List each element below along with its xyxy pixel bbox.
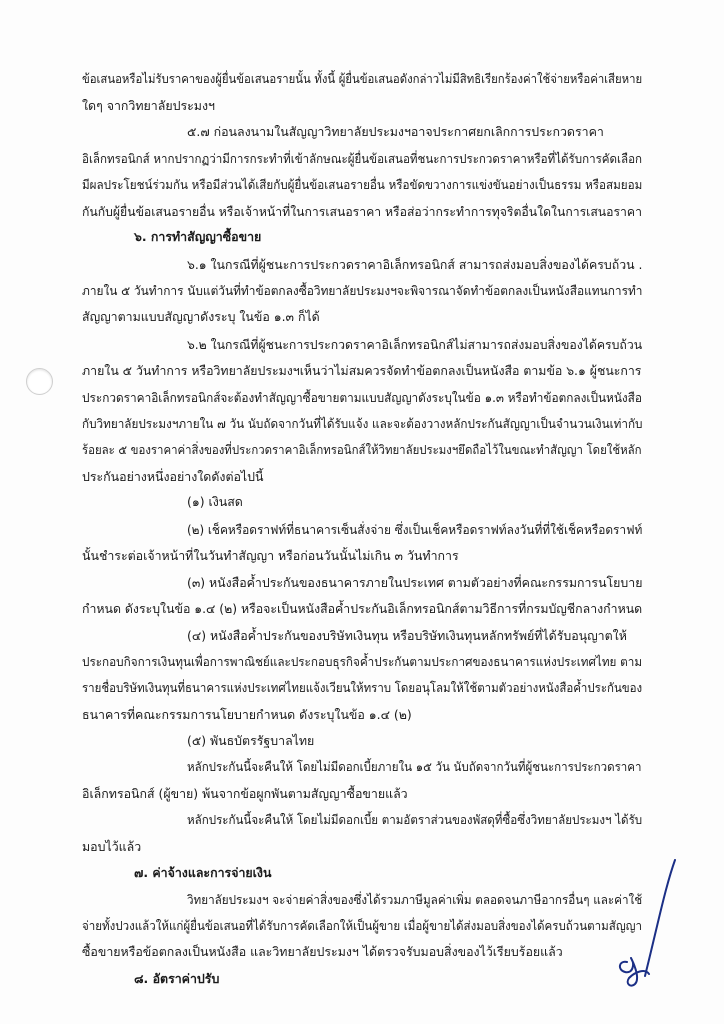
punch-hole-icon	[26, 368, 53, 395]
text-line: อิเล็กทรอนิกส์ หากปรากฏว่ามีการกระทำที่เข้าลักษณะผู้ยื่นข้อเสนอที่ชนะการประกวดราคาหรือที่ได้รับการคัดเลือก	[82, 151, 643, 166]
text-line: ภายใน ๕ วันทำการ หรือวิทยาลัยประมงฯเห็นว่าไม่สมควรจัดทำข้อตกลงเป็นหนังสือ ตามข้อ ๖.๑ ผู้ชนะการ	[82, 363, 642, 378]
text-line: อิเล็กทรอนิกส์ (ผู้ขาย) พ้นจากข้อผูกพันตามสัญญาซื้อขายแล้ว	[82, 786, 408, 801]
text-line: กำหนด ดังระบุในข้อ ๑.๔ (๒) หรือจะเป็นหนังสือค้ำประกันอิเล็กทรอนิกส์ตามวิธีการที่กรมบัญชีกลางกำหนด	[82, 601, 643, 616]
text-line: นั้นชำระต่อเจ้าหน้าที่ในวันทำสัญญา หรือก่อนวันนั้นไม่เกิน ๓ วันทำการ	[82, 548, 459, 563]
text-line: ภายใน ๕ วันทำการ นับแต่วันที่ทำข้อตกลงซื้อวิทยาลัยประมงฯจะพิจารณาจัดทำข้อตกลงเป็นหนังสือแทนการทำ	[82, 283, 643, 298]
text-line: ซื้อขายหรือข้อตกลงเป็นหนังสือ และวิทยาลัยประมงฯ ได้ตรวจรับมอบสิ่งของไว้เรียบร้อยแล้ว	[82, 944, 563, 959]
text-line: หลักประกันนี้จะคืนให้ โดยไม่มีดอกเบี้ย ตามอัตราส่วนของพัสดุที่ซื้อซึ่งวิทยาลัยประมงฯ ได้รับ	[187, 812, 643, 827]
text-line: ประกวดราคาอิเล็กทรอนิกส์จะต้องทำสัญญาซื้อขายตามแบบสัญญาดังระบุในข้อ ๑.๓ หรือทำข้อตกลงเป็นหนังสือ	[82, 390, 642, 405]
text-line: ธนาคารที่คณะกรรมการนโยบายกำหนด ดังระบุในข้อ ๑.๔ (๒)	[82, 707, 412, 722]
text-line: มีผลประโยชน์ร่วมกัน หรือมีส่วนได้เสียกับผู้ยื่นข้อเสนอรายอื่น หรือขัดขวางการแข่งขันอย่างเป็นธรรม หรือสมยอม	[82, 177, 643, 192]
section-6-heading: ๖. การทำสัญญาซื้อขาย	[134, 229, 262, 244]
text-line: หลักประกันนี้จะคืนให้ โดยไม่มีดอกเบี้ยภายใน ๑๕ วัน นับถัดจากวันที่ผู้ชนะการประกวดราคา	[187, 759, 642, 774]
list-item-2: (๒) เช็คหรือดราฟท์ที่ธนาคารเซ็นสั่งจ่าย ซึ่งเป็นเช็คหรือดราฟท์ลงวันที่ที่ใช้เช็คหรือดราฟท์	[187, 522, 643, 537]
clause-6-1-line: ๖.๑ ในกรณีที่ผู้ชนะการประกวดราคาอิเล็กทรอนิกส์ สามารถส่งมอบสิ่งของได้ครบถ้วน .	[187, 257, 643, 272]
list-item-3: (๓) หนังสือค้ำประกันของธนาคารภายในประเทศ ตามตัวอย่างที่คณะกรรมการนโยบาย	[187, 575, 643, 590]
clause-6-2-line: ๖.๒ ในกรณีที่ผู้ชนะการประกวดราคาอิเล็กทรอนิกส์ไม่สามารถส่งมอบสิ่งของได้ครบถ้วน	[187, 337, 643, 352]
text-line: ร้อยละ ๕ ของราคาค่าสิ่งของที่ประกวดราคาอิเล็กทรอนิกส์ให้วิทยาลัยประมงฯยึดถือไว้ในขณะทำสัญญา โดยใช้หลัก	[82, 442, 642, 457]
text-line: สัญญาตามแบบสัญญาดังระบุ ในข้อ ๑.๓ ก็ได้	[82, 309, 320, 324]
text-line: รายชื่อบริษัทเงินทุนที่ธนาคารแห่งประเทศไทยแจ้งเวียนให้ทราบ โดยอนุโลมให้ใช้ตามตัวอย่างหนังสือค้ำประกันของ	[82, 680, 643, 695]
section-8-heading: ๘. อัตราค่าปรับ	[134, 971, 220, 986]
list-item-5: (๕) พันธบัตรรัฐบาลไทย	[187, 733, 315, 748]
list-item-4: (๔) หนังสือค้ำประกันของบริษัทเงินทุน หรือบริษัทเงินทุนหลักทรัพย์ที่ได้รับอนุญาตให้	[187, 628, 627, 643]
text-line: ใดๆ จากวิทยาลัยประมงฯ	[82, 98, 215, 113]
text-line: จ่ายทั้งปวงแล้วให้แก่ผู้ยื่นข้อเสนอที่ได้รับการคัดเลือกให้เป็นผู้ขาย เมื่อผู้ขายได้ส่งมอบสิ่งของได้ครบถ้วนตามสัญญา	[82, 918, 642, 933]
text-line: ประกันอย่างหนึ่งอย่างใดดังต่อไปนี้	[82, 469, 264, 484]
text-line: มอบไว้แล้ว	[82, 839, 142, 854]
list-item-1: (๑) เงินสด	[187, 494, 243, 509]
clause-5-7-line: ๕.๗ ก่อนลงนามในสัญญาวิทยาลัยประมงฯอาจประกาศยกเลิกการประกวดราคา	[187, 124, 604, 139]
text-line: ประกอบกิจการเงินทุนเพื่อการพาณิชย์และประกอบธุรกิจค้ำประกันตามประกาศของธนาคารแห่งประเทศไทย ตาม	[82, 654, 643, 669]
handwritten-signature-icon	[605, 858, 685, 998]
text-line: ข้อเสนอหรือไม่รับราคาของผู้ยื่นข้อเสนอรายนั้น ทั้งนี้ ผู้ยื่นข้อเสนอดังกล่าวไม่มีสิทธิเรียกร้องค่าใช้จ่ายหรือค่าเสียหาย	[82, 71, 643, 86]
text-line: กันกับผู้ยื่นข้อเสนอรายอื่น หรือเจ้าหน้าที่ในการเสนอราคา หรือส่อว่ากระทำการทุจริตอื่นใดในการเสนอราคา	[82, 204, 642, 219]
section-7-heading: ๗. ค่าจ้างและการจ่ายเงิน	[134, 865, 272, 880]
text-line: วิทยาลัยประมงฯ จะจ่ายค่าสิ่งของซึ่งได้รวมภาษีมูลค่าเพิ่ม ตลอดจนภาษีอากรอื่นๆ และค่าใช้	[187, 892, 643, 907]
text-line: กับวิทยาลัยประมงฯภายใน ๗ วัน นับถัดจากวันที่ได้รับแจ้ง และจะต้องวางหลักประกันสัญญาเป็นจำนวนเงินเท่ากับ	[82, 416, 643, 431]
